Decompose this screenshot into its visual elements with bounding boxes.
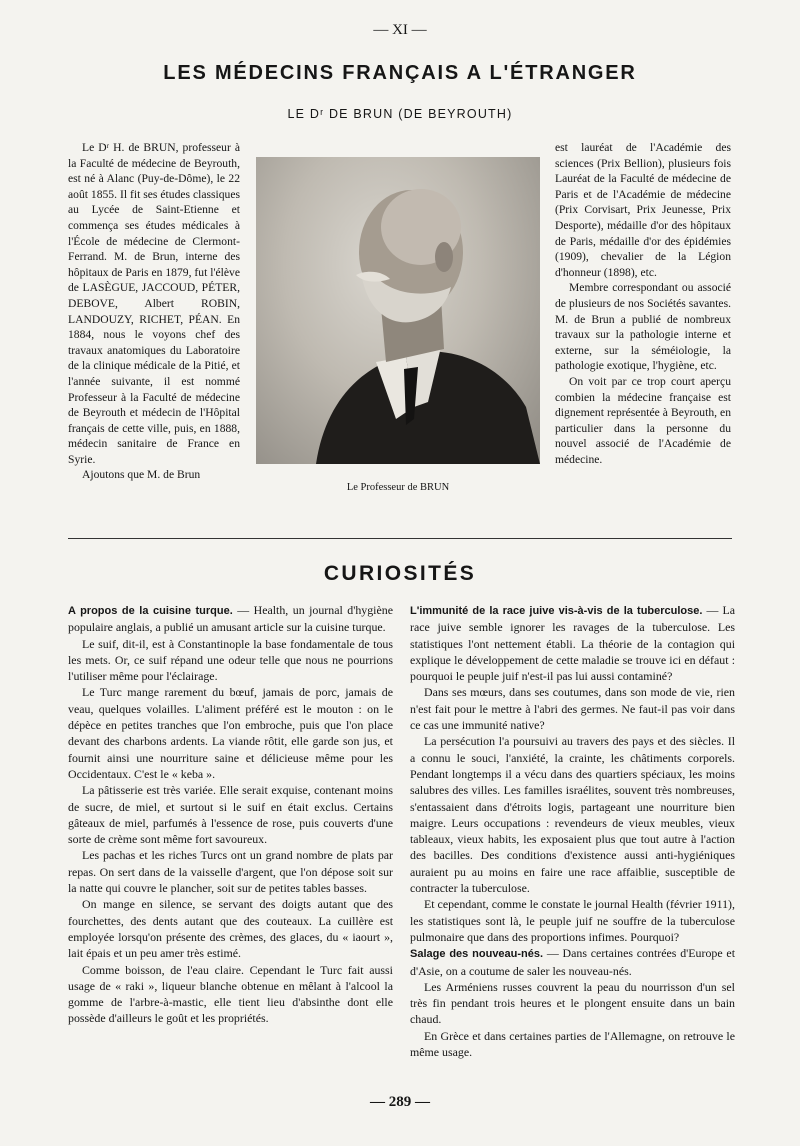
curiosites-left-column (68, 602, 393, 1027)
section-divider (68, 538, 732, 539)
section-title: LES MÉDECINS FRANÇAIS A L'ÉTRANGER (163, 62, 637, 84)
article-heading: A propos de la cuisine turque. (68, 605, 233, 617)
roman-folio: — XI — (373, 22, 427, 38)
article-paragraph: Comme boisson, de l'eau claire. Cependant le Turc fait aussi usage de « raki », liqueur blanche obtenue en mêlant à l'alcool la gomme de l'arbre-à-mastic, elle tient lieu d'absinthe dont elle possède d'ailleurs le goût et les propriétés. (68, 962, 393, 1026)
article-heading: L'immunité de la race juive vis-à-vis de la tuberculose. (410, 605, 703, 617)
bio-paragraph: Membre correspondant ou associé de plusieurs de nos Sociétés savantes. M. de Brun a publié de nombreux travaux sur la pathologie interne et externe, sur la séméiologie, la pathologie exotique, l'hygiène, etc. (555, 281, 731, 373)
article-lead-text: — Health, un journal d'hygiène populaire anglais, a publié un amusant article sur la cuisine turque. (68, 603, 393, 635)
article-paragraph: Le suif, dit-il, est à Constantinople la base fondamentale de tous les mets. Or, ce suif répand une odeur telle que nous ne pourrions l'utiliser même pour l'éclairage. (68, 636, 393, 684)
article-paragraph: Le Turc mange rarement du bœuf, jamais de porc, jamais de veau, quelques volailles. L'aliment préféré est le mouton : on le dépèce en petites tranches que l'on embroche, puis que l'on place devant des charbons ardents. La viande rôtit, elle garde son jus, et fournit ainsi une nourriture saine et délicieuse même pour les Occidentaux. C'est le « keba ». (68, 685, 393, 781)
article-paragraph: Les Arméniens russes couvrent la peau du nourrisson d'un sel très fin pendant trois heures et le plongent ensuite dans un bain chaud. (410, 979, 735, 1027)
bio-right-column (555, 140, 731, 467)
bio-paragraph: Ajoutons que M. de Brun (82, 468, 201, 482)
article-lead-text: — Dans certaines contrées d'Europe et d'Asie, on a coutume de saler les nouveau-nés. (410, 946, 735, 978)
bio-left-column (68, 140, 240, 483)
portrait-figure (256, 157, 540, 464)
curiosites-title: CURIOSITÉS (323, 562, 477, 585)
article-paragraph: On mange en silence, se servant des doigts autant que des fourchettes, des dents autant que des couteaux. La cuillère est employée lorsqu'on présente des crèmes, des glaces, du « iaourt », lait épais et un peu amer très estimé. (68, 897, 393, 961)
page-number: — 289 — (370, 1094, 430, 1110)
bio-paragraph: est lauréat de l'Académie des sciences (Prix Bellion), plusieurs fois Lauréat de la Faculté de médecine de Paris et de l'Académie de médecine (Prix Corvisart, Prix Jeunesse, Prix Desporte), médaille d'or des hôpitaux de Paris, médaille d'or des épidémies (1909), chevalier de la Légion d'honneur (1898), etc. (555, 141, 731, 279)
article-paragraph: La persécution l'a poursuivi au travers des pays et des siècles. Il a connu le souci, l'anxiété, la crainte, les châtiments corporels. Pendant longtemps il a vécu dans des quartiers spéciaux, les moins salubres des villes. Les familles israélites, souvent très nombreuses, s'entassaient dans d'étroits logis, partageant une nourriture bien maigre. Leurs occupations : revendeurs de vieux meubles, vieux tableaux, vieux habits, les exposaient plus que tout autre à l'action des bacilles. Des conditions d'existence aussi anti-hygiéniques auraient pu au moins en faire une race affaiblie, susceptible de contracter la tuberculose. (410, 734, 735, 896)
article-paragraph: La pâtisserie est très variée. Elle serait exquise, contenant moins de sucre, de miel, et surtout si le suif en était exclus. Certains gâteaux de miel, parfumés à l'essence de rose, puis couverts d'une sorte de crème sont même fort savoureux. (68, 783, 393, 847)
article-paragraph: En Grèce et dans certaines parties de l'Allemagne, on retrouve le même usage. (410, 1028, 735, 1060)
article-paragraph: Dans ses mœurs, dans ses coutumes, dans son mode de vie, rien n'est fait pour le mettre à l'abri des germes. Ne faut-il pas voir dans ce cas une immunité native? (410, 685, 735, 733)
article-lead-text: — La race juive semble ignorer les ravages de la tuberculose. Les statistiques l'ont nettement établi. La théorie de la contagion qui explique le développement de cette maladie se trouve ici en défaut : pourquoi le peuple juif n'est-il pas lui aussi contaminé? (410, 603, 735, 684)
curiosites-right-column (410, 602, 735, 1060)
portrait-caption: Le Professeur de BRUN (346, 482, 450, 493)
article-heading: Salage des nouveau-nés. (410, 948, 544, 961)
portrait-photo (256, 157, 540, 464)
article-title: LE Dʳ DE BRUN (DE BEYROUTH) (287, 107, 513, 121)
bio-paragraph: On voit par ce trop court aperçu combien la médecine française est dignement représentée à Beyrouth, en particulier dans la personne du nouvel associé de l'Académie de médecine. (555, 374, 731, 466)
article-paragraph: Et cependant, comme le constate le journal Health (février 1911), les statistiques sont là, le peuple juif ne souffre de la tuberculose pulmonaire que dans des proportions infimes. Pourquoi? (410, 897, 735, 944)
article-paragraph: Les pachas et les riches Turcs ont un grand nombre de plats par repas. On sert dans de la vaisselle d'argent, que l'on dépose soit sur la natte qui couvre le plancher, soit sur de petites tables basses. (68, 848, 393, 896)
bio-paragraph: Le Dʳ H. de BRUN, professeur à la Faculté de médecine de Beyrouth, est né à Alanc (Puy-de-Dôme), le 22 août 1855. Il fit ses études classiques au Lycée de Saint-Etienne et commença ses études médicales à l'École de médecine de Clermont-Ferrand. M. de Brun, interne des hôpitaux de Paris en 1879, fut l'élève de LASÈGUE, JACCOUD, PÉTER, DEBOVE, Albert ROBIN, LANDOUZY, RICHET, PÉAN. En 1884, nous le voyons chef des travaux anatomiques du Laboratoire de la clinique médicale de la Pitié, et l'année suivante, il est nommé Professeur à la Faculté de médecine de Beyrouth et médecin de l'Hôpital français de cette ville, puis, en 1888, médecin sanitaire de France en Syrie. (68, 141, 240, 466)
